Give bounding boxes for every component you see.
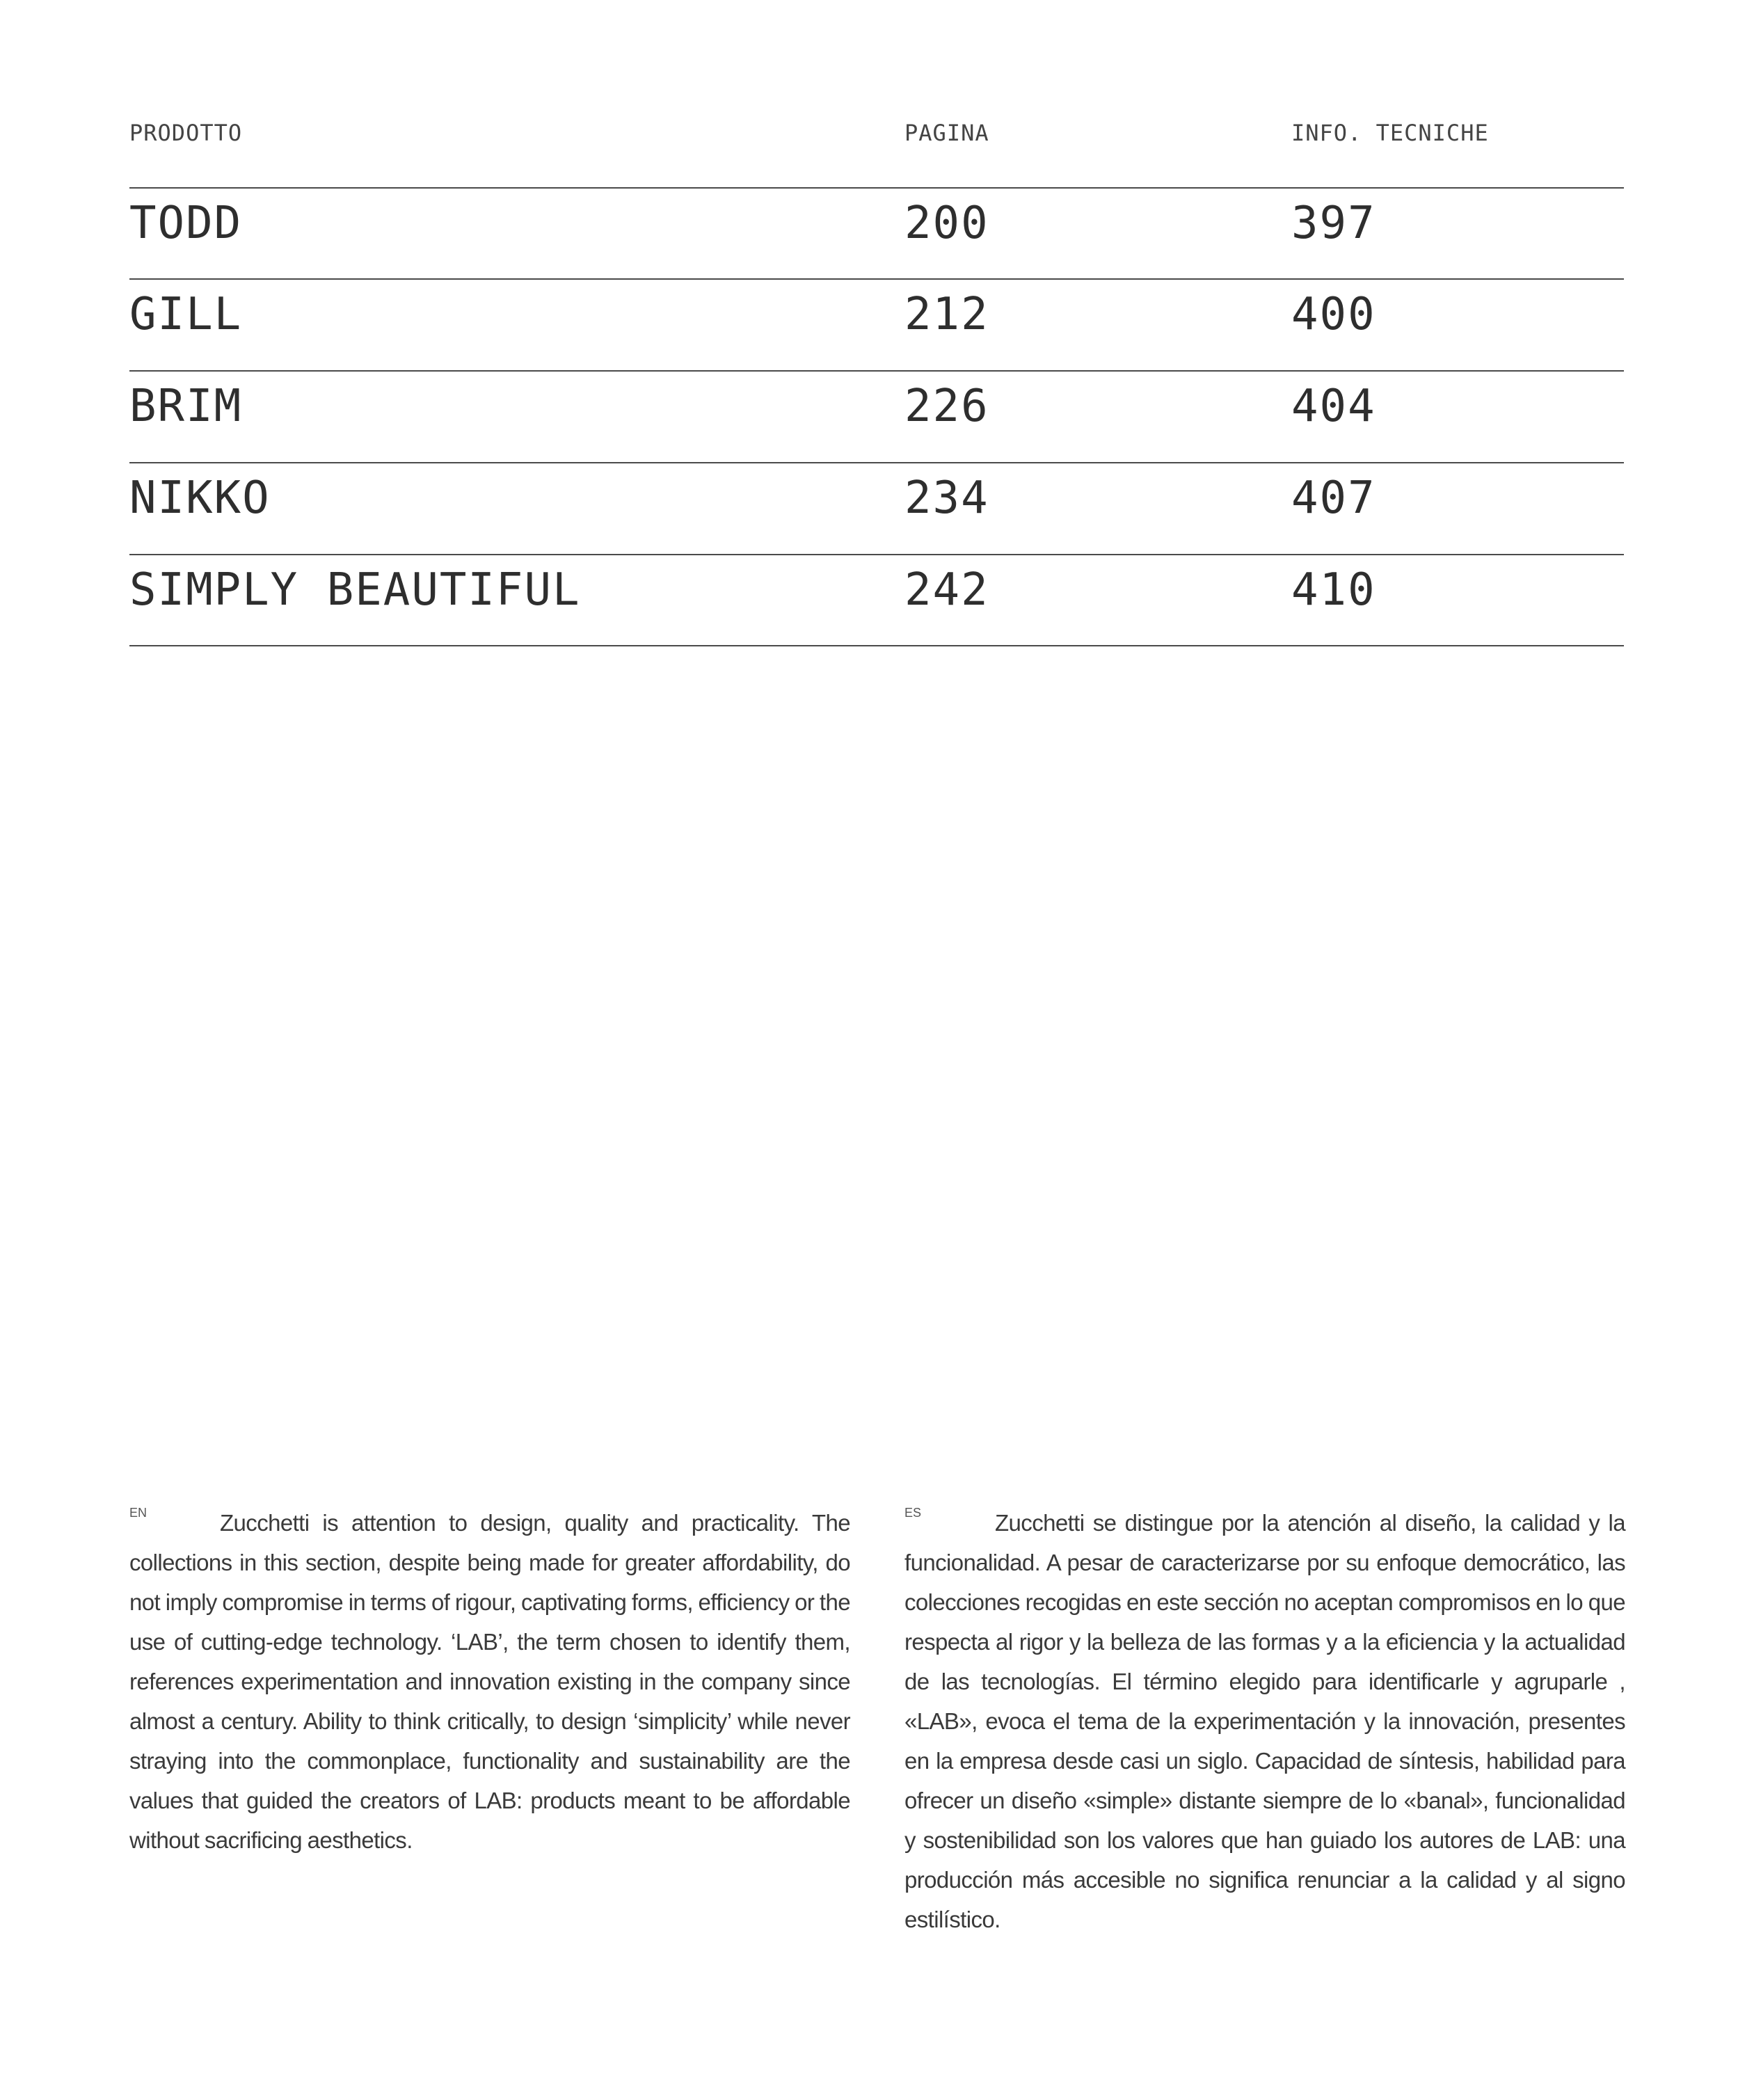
row-product: GILL: [129, 289, 243, 340]
row-page: 242: [904, 564, 989, 616]
spanish-text-block: [904, 1503, 1625, 1939]
table-header: [129, 120, 1624, 148]
row-tech-info: 404: [1291, 381, 1376, 432]
row-product: SIMPLY BEAUTIFUL: [129, 564, 581, 616]
row-page: 226: [904, 381, 989, 432]
table-row: [129, 280, 1624, 372]
spanish-paragraph: Zucchetti se distingue por la atención al diseño, la calidad y la funcionalidad. A pesar de caracterizarse por su enfoque democrático, las colecciones recogidas en este sección no aceptan compromisos en lo que respecta al rigor y la belleza de las formas y a la eficiencia y la actualidad de las tecnologías. El término elegido para identificarle y agruparle , «LAB», evoca el tema de la experimentación y la innovación, presentes en la empresa desde casi un siglo. Capacidad de síntesis, habilidad para ofrecer un diseño «simple» distante siempre de lo «banal», funcionalidad y sostenibilidad son los valores que han guiado los autores de LAB: una producción más accesible no significa renunciar a la calidad y al signo estilístico.: [904, 1510, 1625, 1932]
header-tech-info: INFO. TECNICHE: [1291, 120, 1489, 146]
row-product: BRIM: [129, 381, 243, 432]
language-tag-en: EN: [129, 1506, 148, 1520]
row-page: 200: [904, 198, 989, 249]
header-product: PRODOTTO: [129, 120, 243, 146]
language-tag-es: ES: [904, 1506, 922, 1520]
english-paragraph: Zucchetti is attention to design, quality and practicality. The collections in this section, despite being made for greater affordability, do not imply compromise in terms of rigour, captivating forms, efficiency or the use of cutting-edge technology. ‘LAB’, the term chosen to identify them, references experimentation and innovation existing in the company since almost a century. Ability to think critically, to design ‘simplicity’ while never straying into the commonplace, functionality and sustainability are the values that guided the creators of LAB: products meant to be affordable without sacrificing aesthetics.: [129, 1510, 850, 1853]
row-page: 212: [904, 289, 989, 340]
row-product: TODD: [129, 198, 243, 249]
row-page: 234: [904, 472, 989, 524]
row-tech-info: 397: [1291, 198, 1376, 249]
table-row: [129, 555, 1624, 647]
row-tech-info: 410: [1291, 564, 1376, 616]
header-page: PAGINA: [904, 120, 989, 146]
table-row: [129, 463, 1624, 555]
table-divider: [129, 645, 1624, 646]
table-row: [129, 189, 1624, 280]
row-tech-info: 407: [1291, 472, 1376, 524]
table-row: [129, 372, 1624, 463]
english-text-block: [129, 1503, 850, 1860]
row-product: NIKKO: [129, 472, 271, 524]
row-tech-info: 400: [1291, 289, 1376, 340]
